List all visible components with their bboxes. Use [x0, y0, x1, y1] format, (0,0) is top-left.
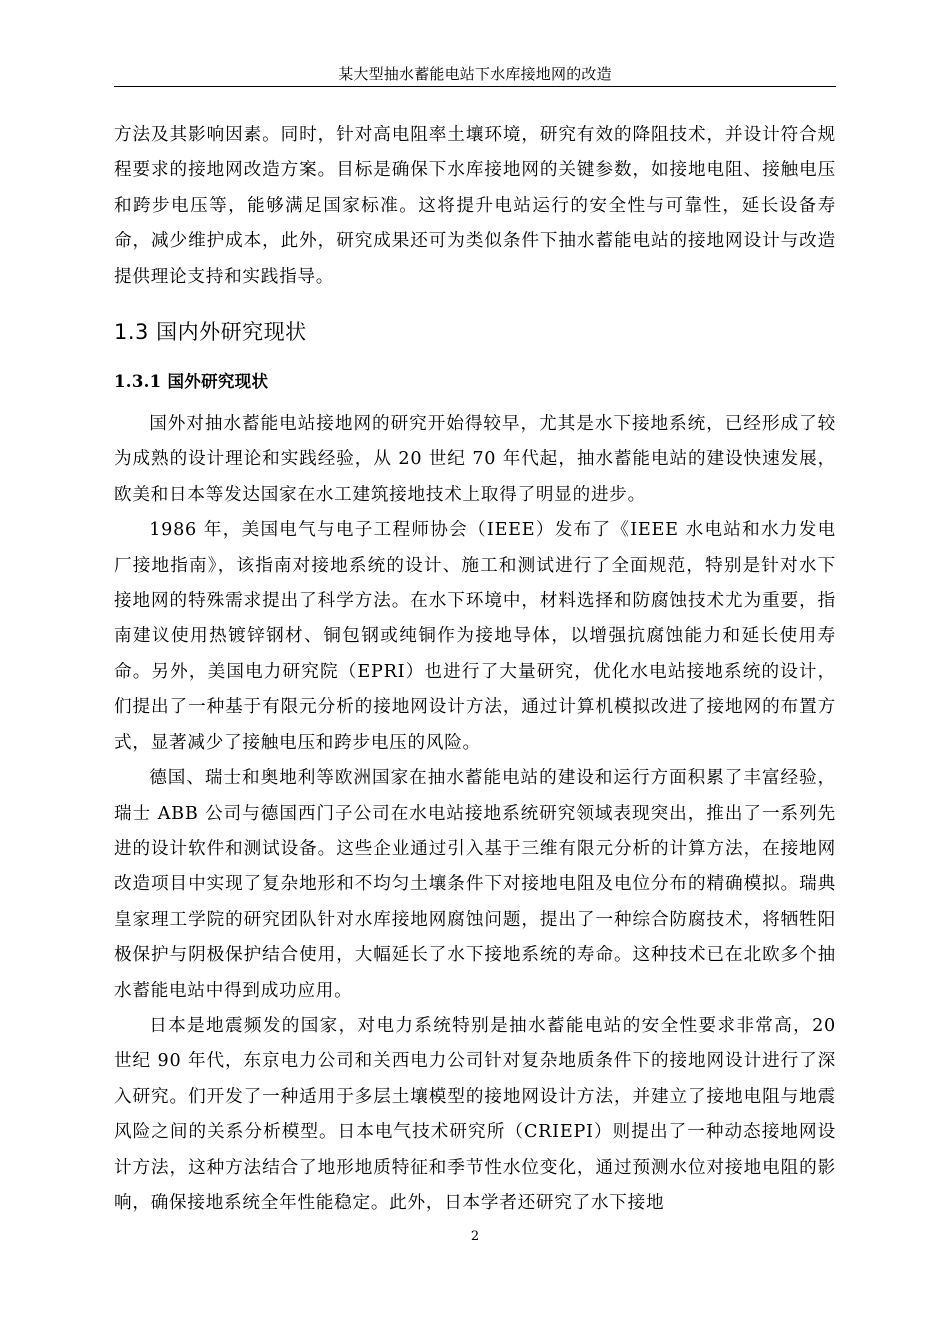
section-heading: 1.3 国内外研究现状 [114, 320, 307, 345]
page-number: 2 [470, 1229, 480, 1244]
paragraph-europe: 德国、瑞士和奥地利等欧洲国家在抽水蓄能电站的建设和运行方面积累了丰富经验，瑞士 ABB 公司与德国西门子公司在水电站接地系统研究领域表现突出，推出了一系列先进的设计软件和测试设备。这些企业通过引入基于三维有限元分析的计算方法，在接地网改造项目中实现了复杂地形和不均匀土壤条件下对接地电阻及电位分布的精确模拟。瑞典皇家理工学院的研究团队针对水库接地网腐蚀问题，提出了一种综合防腐技术，将牺牲阳极保护与阴极保护结合使用，大幅延长了水下接地系统的寿命。这种技术已在北欧多个抽水蓄能电站中得到成功应用。 [114, 768, 836, 1001]
subsection-heading: 1.3.1 国外研究现状 [114, 372, 269, 392]
document-body [114, 118, 836, 1221]
paragraph-japan: 日本是地震频发的国家，对电力系统特别是抽水蓄能电站的安全性要求非常高，20 世纪 90 年代，东京电力公司和关西电力公司针对复杂地质条件下的接地网设计进行了深入研究。们开发了一种适用于多层土壤模型的接地网设计方法，并建立了接地电阻与地震风险之间的关系分析模型。日本电气技术研究所（CRIEPI）则提出了一种动态接地网设计方法，这种方法结合了地形地质特征和季节性水位变化，通过预测水位对接地电阻的影响，确保接地系统全年性能稳定。此外，日本学者还研究了水下接地 [114, 1015, 836, 1213]
paragraph-usa: 1986 年，美国电气与电子工程师协会（IEEE）发布了《IEEE 水电站和水力发电厂接地指南》，该指南对接地系统的设计、施工和测试进行了全面规范，特别是针对水下接地网的特殊需求提出了科学方法。在水下环境中，材料选择和防腐蚀技术尤为重要，指南建议使用热镀锌钢材、铜包钢或纯铜作为接地导体，以增强抗腐蚀能力和延长使用寿命。另外，美国电力研究院（EPRI）也进行了大量研究，优化水电站接地系统的设计，们提出了一种基于有限元分析的接地网设计方法，通过计算机模拟改进了接地网的布置方式，显著减少了接触电压和跨步电压的风险。 [114, 520, 836, 753]
page-header-title: 某大型抽水蓄能电站下水库接地网的改造 [114, 62, 836, 87]
intro-paragraph: 方法及其影响因素。同时，针对高电阻率土壤环境，研究有效的降阻技术，并设计符合规程要求的接地网改造方案。目标是确保下水库接地网的关键参数，如接地电阻、接触电压和跨步电压等，能够满足国家标准。这将提升电站运行的安全性与可靠性，延长设备寿命，减少维护成本，此外，研究成果还可为类似条件下抽水蓄能电站的接地网设计与改造提供理论支持和实践指导。 [114, 125, 836, 287]
paragraph-overview: 国外对抽水蓄能电站接地网的研究开始得较早，尤其是水下接地系统，已经形成了较为成熟的设计理论和实践经验，从 20 世纪 70 年代起，抽水蓄能电站的建设快速发展，欧美和日本等发达国家在水工建筑接地技术上取得了明显的进步。 [114, 414, 836, 505]
